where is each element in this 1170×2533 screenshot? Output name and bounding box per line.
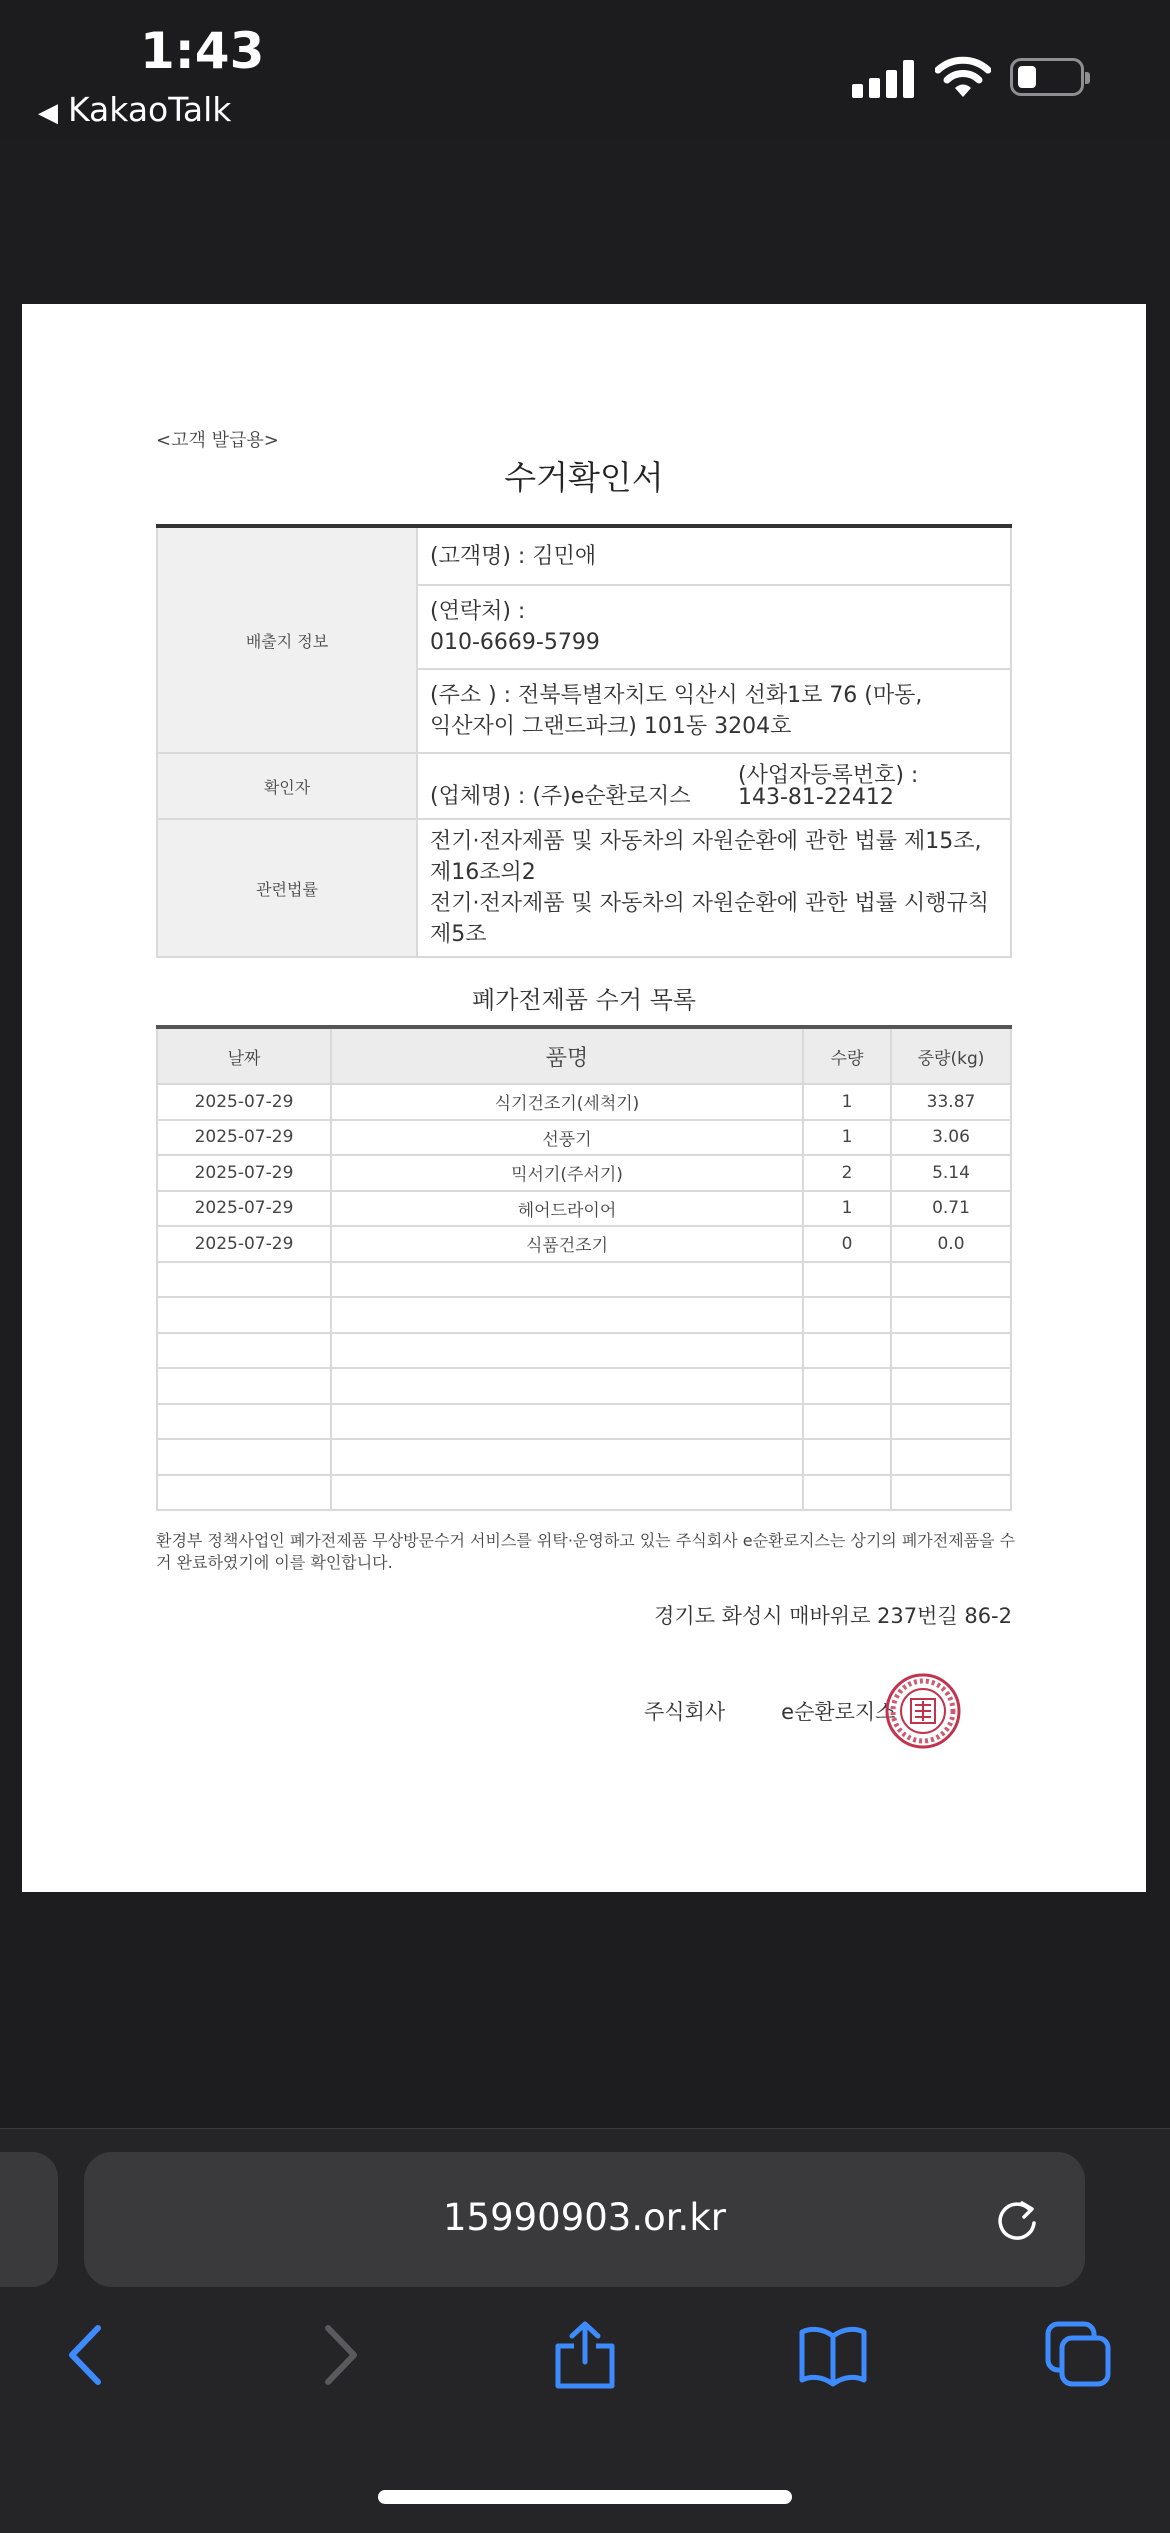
confirmer-cell [417,753,1011,819]
cell-qty: 2 [803,1155,891,1191]
company-seal-icon [884,1672,962,1750]
customer-name: (고객명) : 김민애 [417,526,1011,585]
empty-row [157,1368,1011,1404]
law-line-4: 제5조 [430,922,487,947]
cell-qty: 1 [803,1191,891,1227]
table-row [157,1155,1011,1191]
empty-row [157,1404,1011,1440]
cell-weight: 0.0 [891,1226,1011,1262]
address-bar[interactable] [84,2152,1085,2287]
company-name-field: (업체명) : (주)e순환로지스 [430,784,691,809]
cell-item: 믹서기(주서기) [331,1155,803,1191]
header-qty: 수량 [803,1027,891,1084]
empty-row [157,1475,1011,1511]
list-title: 폐가전제품 수거 목록 [472,986,696,1014]
cell-weight: 0.71 [891,1191,1011,1227]
biz-reg-label: (사업자등록번호) : [738,763,919,788]
empty-row [157,1439,1011,1475]
law-line-2: 제16조의2 [430,860,536,885]
cell-weight: 3.06 [891,1120,1011,1156]
address-line-1: (주소 ) : 전북특별자치도 익산시 선화1로 76 (마동, [430,683,923,708]
cell-date: 2025-07-29 [157,1084,331,1120]
cell-qty: 1 [803,1120,891,1156]
back-button[interactable] [52,2320,122,2390]
share-icon[interactable] [550,2320,620,2390]
contact-cell [417,585,1011,669]
tabs-icon[interactable] [1044,2320,1114,2390]
cell-weight: 33.87 [891,1084,1011,1120]
confirmer-label: 확인자 [157,753,417,819]
confirmation-notice: 환경부 정책사업인 폐가전제품 무상방문수거 서비스를 위탁·운영하고 있는 주식회사 e순환로지스는 상기의 폐가전제품을 수거 완료하였기에 이를 확인합니다. [156,1531,1016,1572]
table-row [157,1191,1011,1227]
address-cell [417,669,1011,753]
table-row [157,1226,1011,1262]
wifi-icon [935,55,991,99]
address-line-2: 익산자이 그랜드파크) 101동 3204호 [430,714,792,739]
status-time: 1:43 [140,22,265,80]
header-date: 날짜 [157,1027,331,1084]
cell-item: 식기건조기(세척기) [331,1084,803,1120]
cell-date: 2025-07-29 [157,1155,331,1191]
info-table [156,524,1012,958]
cell-date: 2025-07-29 [157,1120,331,1156]
cell-date: 2025-07-29 [157,1191,331,1227]
company-address: 경기도 화성시 매바위로 237번길 86-2 [654,1604,1012,1628]
back-triangle-icon: ◀ [38,98,58,128]
contact-label: (연락처) : [430,599,526,624]
copy-label: <고객 발급용> [156,430,279,451]
document-title: 수거확인서 [504,458,664,497]
previous-tab-preview[interactable] [0,2152,58,2287]
header-weight: 중량(kg) [891,1027,1011,1084]
cellular-signal-icon [852,58,916,98]
empty-row [157,1262,1011,1298]
law-label: 관련법률 [157,819,417,957]
law-cell [417,819,1011,957]
url-text[interactable]: 15990903.or.kr [443,2196,726,2239]
back-to-app-button[interactable] [38,90,231,129]
home-indicator[interactable] [378,2490,792,2504]
cell-qty: 1 [803,1084,891,1120]
reload-icon[interactable] [992,2195,1042,2245]
forward-button[interactable] [304,2320,374,2390]
company-prefix: 주식회사 [644,1700,726,1724]
cell-weight: 5.14 [891,1155,1011,1191]
cell-qty: 0 [803,1226,891,1262]
company-signature [644,1696,896,1726]
law-line-3: 전기·전자제품 및 자동차의 자원순환에 관한 법률 시행규칙 [430,891,990,916]
header-item: 품명 [331,1027,803,1084]
status-bar [0,0,1170,138]
contact-value: 010-6669-5799 [430,630,600,655]
biz-reg-value: 143-81-22412 [738,785,894,810]
cell-item: 헤어드라이어 [331,1191,803,1227]
back-app-label: KakaoTalk [68,90,232,129]
cell-item: 식품건조기 [331,1226,803,1262]
table-row [157,1120,1011,1156]
company-name: e순환로지스 [781,1700,896,1724]
cell-date: 2025-07-29 [157,1226,331,1262]
table-row [157,1084,1011,1120]
bookmarks-icon[interactable] [798,2320,868,2390]
law-line-1: 전기·전자제품 및 자동차의 자원순환에 관한 법률 제15조, [430,829,982,854]
battery-icon [1010,58,1084,96]
items-table [156,1025,1012,1511]
pickup-label: 배출지 정보 [157,526,417,753]
document-page [22,304,1146,1892]
cell-item: 선풍기 [331,1120,803,1156]
empty-row [157,1333,1011,1369]
empty-row [157,1297,1011,1333]
